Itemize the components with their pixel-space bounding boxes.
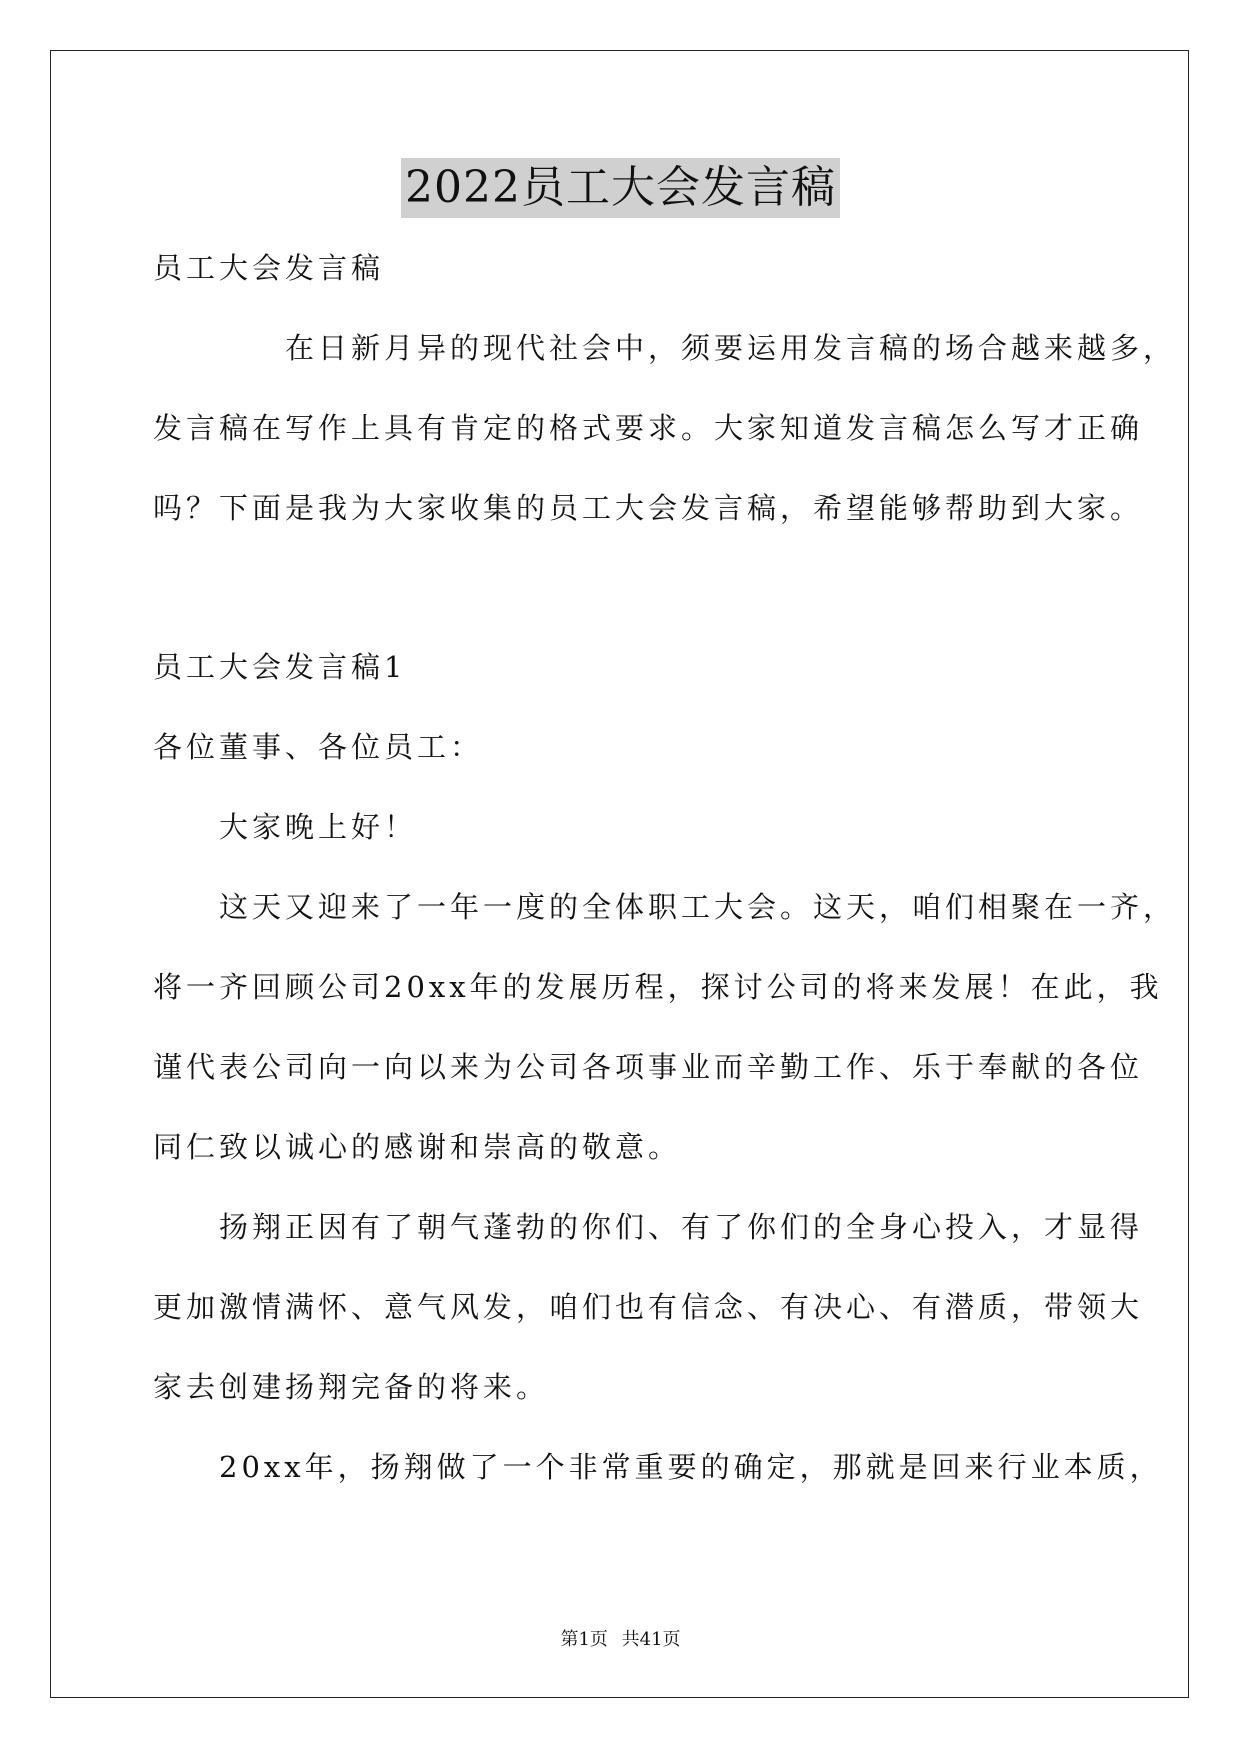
greeting-line: 大家晚上好！ [153, 810, 418, 844]
page-footer [0, 1628, 1241, 1652]
document-title: 2022员工大会发言稿 [401, 158, 840, 218]
salutation-line: 各位董事、各位员工： [153, 730, 484, 764]
body-line: 谨代表公司向一向以来为公司各项事业而辛勤工作、乐于奉献的各位 [153, 1050, 1144, 1084]
body-line: 更加激情满怀、意气风发，咱们也有信念、有决心、有潜质，带领大 [153, 1290, 1144, 1324]
body-line: 家去创建扬翔完备的将来。 [153, 1370, 550, 1404]
body-line: 扬翔正因有了朝气蓬勃的你们、有了你们的全身心投入，才显得 [153, 1210, 1144, 1244]
body-line: 在日新月异的现代社会中，须要运用发言稿的场合越来越多， [153, 331, 1177, 365]
title-container [0, 158, 1241, 218]
page-total: 共41页 [621, 1629, 681, 1650]
page-number: 第1页 [560, 1629, 608, 1650]
section-heading: 员工大会发言稿1 [153, 650, 407, 684]
body-line: 将一齐回顾公司20xx年的发展历程，探讨公司的将来发展！在此，我 [153, 970, 1163, 1004]
body-line: 发言稿在写作上具有肯定的格式要求。大家知道发言稿怎么写才正确 [153, 411, 1144, 445]
body-line: 这天又迎来了一年一度的全体职工大会。这天，咱们相聚在一齐， [153, 890, 1177, 924]
body-line: 同仁致以诚心的感谢和崇高的敬意。 [153, 1130, 682, 1164]
body-line: 吗？下面是我为大家收集的员工大会发言稿，希望能够帮助到大家。 [153, 491, 1144, 525]
body-line: 20xx年，扬翔做了一个非常重要的确定，那就是回来行业本质， [153, 1450, 1163, 1484]
subtitle-line: 员工大会发言稿 [153, 251, 385, 285]
